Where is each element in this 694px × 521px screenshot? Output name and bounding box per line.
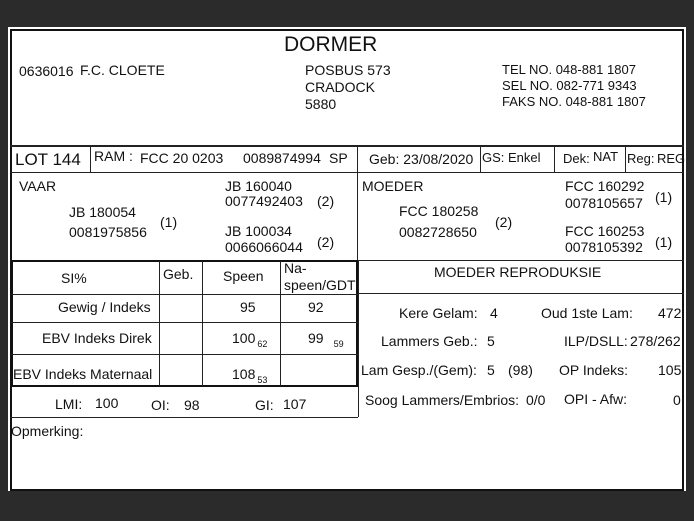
dam-sire-count: (1)	[655, 189, 673, 205]
address-line-3: 5880	[305, 96, 337, 112]
ebv-direct-speen-accuracy: 62	[257, 339, 268, 349]
sire-number: 0081975856	[69, 224, 147, 240]
divider	[358, 261, 359, 417]
ebv-direct-naspeen-value: 99	[308, 330, 324, 346]
gi-label: GI:	[255, 397, 274, 413]
dam-number: 0082728650	[399, 224, 477, 240]
ram-label: RAM :	[94, 148, 133, 164]
row-label-ebv-direct: EBV Indeks Direk	[42, 330, 152, 346]
lot-number: LOT 144	[15, 150, 81, 169]
opi-deviation-value: 0	[673, 392, 681, 408]
lambs-born-value: 5	[487, 333, 495, 349]
embryos-label: Soog Lammers/Embrios:	[365, 392, 520, 408]
moeder-label: MOEDER	[362, 178, 424, 194]
opi-deviation-label: OPI - Afw:	[564, 391, 628, 407]
divider	[90, 145, 91, 173]
dam-dam-number: 0078105392	[565, 239, 643, 255]
ebv-direct-speen	[232, 330, 267, 349]
row-label-ebv-maternal: EBV Indeks Maternaal	[13, 366, 153, 382]
dek-value: NAT	[593, 149, 619, 164]
kere-value: 4	[490, 305, 498, 321]
weight-naspeen-value: 92	[308, 299, 324, 315]
ilp-value: 278/262	[630, 333, 681, 349]
ram-grade: SP	[329, 150, 348, 166]
dam-count: (2)	[495, 214, 513, 230]
owner-code: 0636016	[19, 63, 74, 79]
lmi-value: 100	[95, 395, 119, 411]
geb-header: Geb.	[163, 266, 194, 282]
remarks-label: Opmerking:	[11, 423, 84, 439]
ebv-maternal-speen	[232, 366, 267, 385]
naspeen-header-line-1: Na-	[284, 260, 307, 276]
op-index-value: 105	[658, 362, 682, 378]
sire-id: JB 180054	[69, 204, 136, 220]
tel-number: TEL NO. 048-881 1807	[502, 62, 636, 77]
breed-title: DORMER	[284, 33, 378, 56]
op-index-label: OP Indeks:	[559, 362, 629, 378]
ebv-direct-naspeen	[308, 330, 344, 349]
dam-dam-id: FCC 160253	[565, 223, 645, 239]
row-label-weight-index: Gewig / Indeks	[58, 299, 151, 315]
divider	[159, 261, 160, 386]
ram-id: FCC 20 0203	[140, 150, 224, 166]
ilp-label: ILP/DSLL:	[564, 333, 628, 349]
sire-dam-count: (2)	[317, 234, 335, 250]
birth-status: GS: Enkel	[482, 150, 541, 165]
owner-name: F.C. CLOETE	[80, 62, 165, 78]
naspeen-header-line-2: speen/GDT	[284, 277, 356, 293]
divider	[357, 145, 358, 173]
divider	[358, 293, 684, 294]
reg-value: REG	[657, 151, 686, 166]
kere-label: Kere Gelam:	[399, 305, 478, 321]
divider	[11, 294, 358, 295]
si-header: SI%	[61, 270, 87, 286]
address-line-1: POSBUS 573	[305, 62, 391, 78]
divider	[10, 145, 684, 147]
dam-sire-number: 0078105657	[565, 195, 643, 211]
lambs-weaned-avg: (98)	[508, 362, 533, 378]
lmi-label: LMI:	[55, 396, 83, 412]
embryos-value: 0/0	[526, 392, 546, 408]
birth-date: Geb: 23/08/2020	[369, 151, 474, 167]
sire-sire-number: 0077492403	[225, 193, 303, 209]
dam-sire-id: FCC 160292	[565, 178, 645, 194]
first-lamb-age-value: 472	[658, 305, 682, 321]
divider	[11, 322, 358, 323]
vaar-label: VAAR	[19, 178, 57, 194]
repro-title: MOEDER REPRODUKSIE	[434, 264, 602, 280]
divider	[280, 261, 281, 386]
ebv-maternal-speen-value: 108	[232, 366, 256, 382]
oi-value: 98	[184, 397, 200, 413]
sire-count: (1)	[160, 214, 178, 230]
reg-label: Reg:	[627, 151, 655, 166]
weight-speen-value: 95	[240, 299, 256, 315]
sire-sire-id: JB 160040	[225, 178, 292, 194]
divider	[10, 172, 684, 173]
dek-label: Dek:	[563, 151, 590, 166]
oi-label: OI:	[151, 397, 170, 413]
sale-card	[8, 27, 686, 491]
divider	[554, 145, 555, 173]
dam-dam-count: (1)	[655, 234, 673, 250]
divider	[11, 354, 358, 355]
sire-sire-count: (2)	[317, 193, 335, 209]
ram-number: 0089874994	[243, 150, 321, 166]
lambs-born-label: Lammers Geb.:	[381, 333, 478, 349]
ebv-maternal-speen-accuracy: 53	[257, 375, 268, 385]
lambs-weaned-label: Lam Gesp./(Gem):	[361, 362, 477, 378]
divider	[202, 261, 203, 386]
sel-number: SEL NO. 082-771 9343	[502, 78, 637, 93]
ebv-direct-naspeen-accuracy: 59	[333, 339, 344, 349]
sire-dam-id: JB 100034	[225, 223, 292, 239]
divider	[480, 145, 481, 173]
speen-header: Speen	[223, 268, 264, 284]
ebv-direct-speen-value: 100	[232, 330, 256, 346]
first-lamb-age-label: Oud 1ste Lam:	[541, 305, 633, 321]
divider	[10, 417, 358, 418]
gi-value: 107	[283, 396, 307, 412]
address-line-2: CRADOCK	[305, 79, 376, 95]
faks-number: FAKS NO. 048-881 1807	[502, 94, 646, 109]
divider	[357, 173, 358, 261]
dam-id: FCC 180258	[399, 203, 479, 219]
lambs-weaned-value: 5	[487, 362, 495, 378]
sire-dam-number: 0066066044	[225, 239, 303, 255]
divider	[625, 145, 626, 173]
